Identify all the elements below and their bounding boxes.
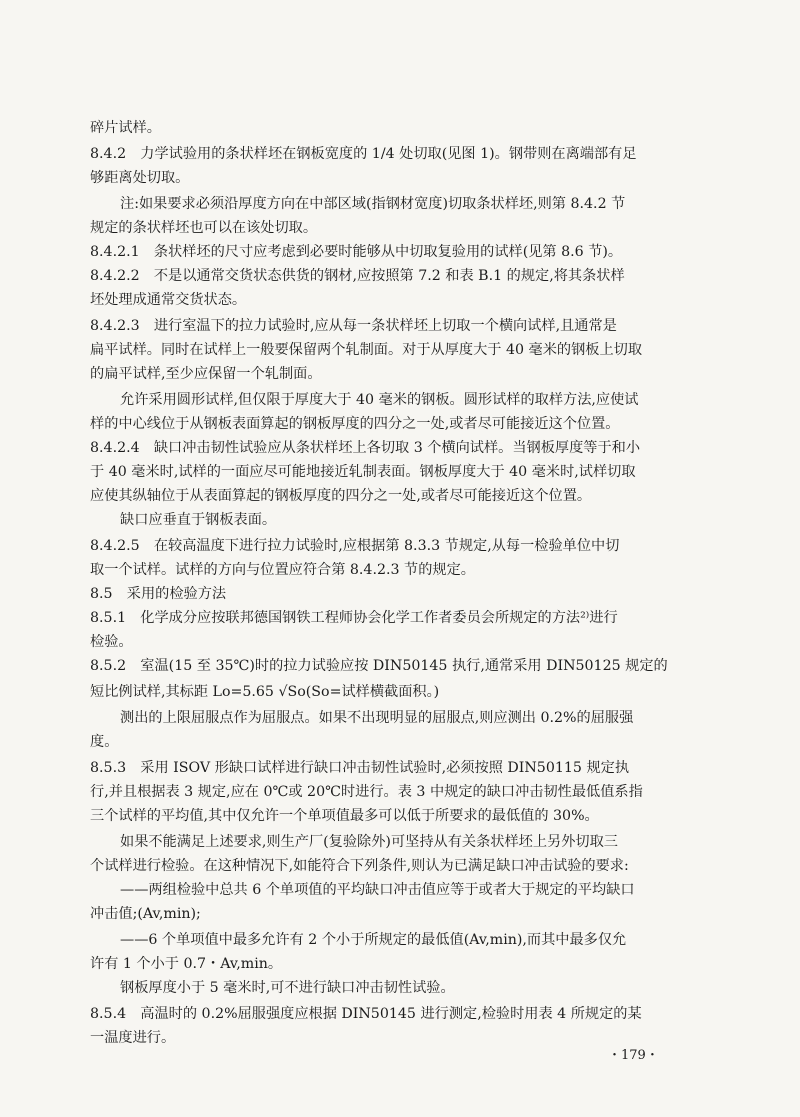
text-line: 缺口应垂直于钢板表面。 — [120, 512, 277, 528]
text-line: 8.4.2.2 不是以通常交货状态供货的钢材,应按照第 7.2 和表 B.1 的规定,将其条状样 — [90, 268, 625, 284]
text-line: ——两组检验中总共 6 个单项值的平均缺口冲击值应等于或者大于规定的平均缺口 — [120, 882, 635, 898]
text-line: 8.4.2.1 条状样坯的尺寸应考虑到必要时能够从中切取复验用的试样(见第 8.6 节)。 — [90, 244, 623, 260]
text-line: 取一个试样。试样的方向与位置应符合第 8.4.2.3 节的规定。 — [90, 562, 475, 578]
text-line: 坯处理成通常交货状态。 — [90, 292, 247, 308]
text-line: 扁平试样。同时在试样上一般要保留两个轧制面。对于从厚度大于 40 毫米的钢板上切取 — [90, 342, 643, 358]
text-line: 8.4.2.3 进行室温下的拉力试验时,应从每一条状样坯上切取一个横向试样,且通常是 — [90, 318, 617, 334]
section-heading: 8.5 采用的检验方法 — [90, 586, 227, 602]
text-line: 允许采用圆形试样,但仅限于厚度大于 40 毫米的钢板。圆形试样的取样方法,应使试 — [120, 392, 639, 408]
text-line: 许有 1 个小于 0.7・Av,min。 — [90, 956, 283, 972]
text-line: 8.4.2.4 缺口冲击韧性试验应从条状样坯上各切取 3 个横向试样。当钢板厚度等于和小 — [90, 440, 641, 456]
text-line: 8.5.4 高温时的 0.2%屈服强度应根据 DIN50145 进行测定,检验时用表 4 所规定的某 — [90, 1006, 642, 1022]
text-line: 钢板厚度小于 5 毫米时,可不进行缺口冲击韧性试验。 — [120, 980, 455, 996]
text-line: 8.5.2 室温(15 至 35℃)时的拉力试验应按 DIN50145 执行,通常采用 DIN50125 规定的 — [90, 658, 668, 674]
text-line: 测出的上限屈服点作为屈服点。如果不出现明显的屈服点,则应测出 0.2%的屈服强 — [120, 710, 634, 726]
text-line: 碎片试样。 — [90, 120, 161, 136]
text-line: 应使其纵轴位于从表面算起的钢板厚度的四分之一处,或者尽可能接近这个位置。 — [90, 488, 592, 504]
text-line: ——6 个单项值中最多允许有 2 个小于所规定的最低值(Av,min),而其中最多仅允 — [120, 932, 627, 948]
text-line: 够距离处切取。 — [90, 170, 190, 186]
text-line: 度。 — [90, 734, 119, 750]
text-line: 一温度进行。 — [90, 1030, 176, 1046]
text-line: 冲击值;(Av,min); — [90, 906, 201, 922]
text-line: 行,并且根据表 3 规定,应在 0℃或 20℃时进行。表 3 中规定的缺口冲击韧性最低值系指 — [90, 784, 643, 800]
text-line: 样的中心线位于从钢板表面算起的钢板厚度的四分之一处,或者尽可能接近这个位置。 — [90, 416, 620, 432]
text-line: 短比例试样,其标距 Lo=5.65 √So(So=试样横截面积。) — [90, 684, 440, 700]
text-line: 8.4.2 力学试验用的条状样坯在钢板宽度的 1/4 处切取(见图 1)。钢带则在离端部有足 — [90, 146, 637, 162]
text-line: 8.5.3 采用 ISOV 形缺口试样进行缺口冲击韧性试验时,必须按照 DIN50115 规定执 — [90, 760, 630, 776]
text-line: 的扁平试样,至少应保留一个轧制面。 — [90, 366, 322, 382]
text-line: 规定的条状样坯也可以在该处切取。 — [90, 220, 318, 236]
text-line: 于 40 毫米时,试样的一面应尽可能地接近轧制表面。钢板厚度大于 40 毫米时,试样切取 — [90, 464, 636, 480]
text-line: 三个试样的平均值,其中仅允许一个单项值最多可以低于所要求的最低值的 30%。 — [90, 808, 599, 824]
text-line: 8.5.1 化学成分应按联邦德国钢铁工程师协会化学工作者委员会所规定的方法²⁾进行 — [90, 610, 618, 626]
text-line: 8.4.2.5 在较高温度下进行拉力试验时,应根据第 8.3.3 节规定,从每一检验单位中切 — [90, 538, 620, 554]
text-line: 注:如果要求必须沿厚度方向在中部区域(指钢材宽度)切取条状样坯,则第 8.4.2 节 — [120, 196, 626, 212]
text-line: 检验。 — [90, 634, 133, 650]
text-line: 个试样进行检验。在这种情况下,如能符合下列条件,则认为已满足缺口冲击试验的要求: — [90, 858, 629, 874]
page-number: ・179・ — [608, 1048, 659, 1063]
text-line: 如果不能满足上述要求,则生产厂(复验除外)可坚持从有关条状样坯上另外切取三 — [120, 834, 618, 850]
